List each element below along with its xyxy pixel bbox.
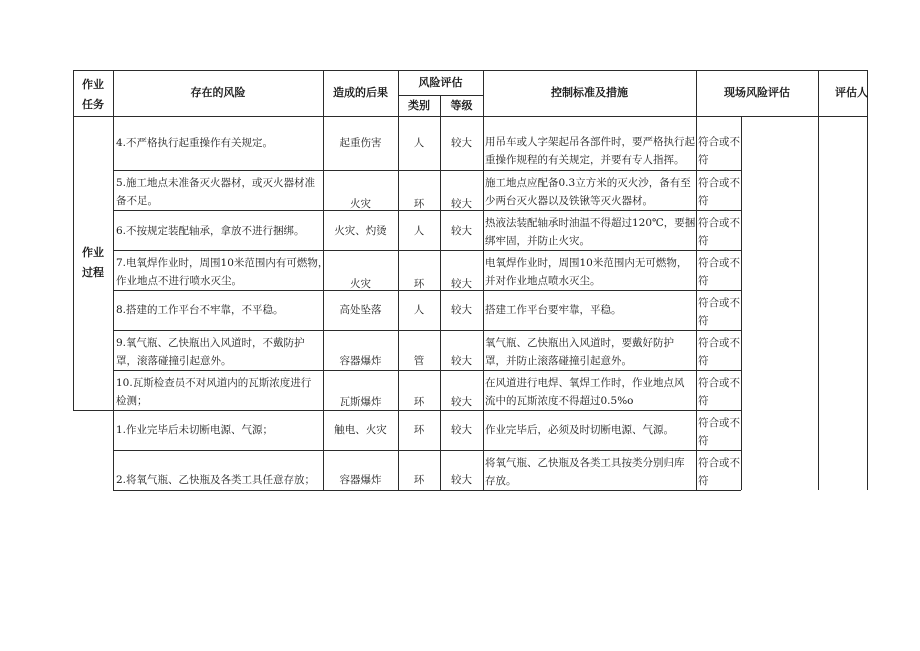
row-category: 人 bbox=[413, 304, 425, 316]
row-risk-line1: 10.瓦斯检查员不对风道内的瓦斯浓度进行 bbox=[116, 377, 312, 389]
row-site-line2: 符 bbox=[698, 154, 709, 166]
row-site-line2: 符 bbox=[698, 435, 709, 447]
row-consequence: 起重伤害 bbox=[339, 137, 382, 149]
row-site-line1: 符合或不 bbox=[698, 177, 740, 189]
row-category: 环 bbox=[413, 424, 425, 436]
row-site-line2: 符 bbox=[698, 355, 709, 367]
header-task-line2: 任务 bbox=[82, 98, 104, 111]
row-category: 人 bbox=[413, 225, 425, 237]
row-site-line2: 符 bbox=[698, 475, 709, 487]
header-assessment: 风险评估 bbox=[418, 76, 463, 89]
row-category: 环 bbox=[413, 278, 425, 290]
row-consequence: 火灾 bbox=[350, 198, 371, 210]
row-site-line1: 符合或不 bbox=[698, 417, 740, 429]
row-consequence: 容器爆炸 bbox=[339, 474, 382, 486]
row-consequence: 触电、火灾 bbox=[334, 424, 387, 436]
row-consequence: 高处坠落 bbox=[339, 304, 382, 316]
row-site-line1: 符合或不 bbox=[698, 217, 740, 229]
row-grade: 较大 bbox=[451, 355, 472, 367]
row-site-line2: 符 bbox=[698, 315, 709, 327]
row-control-line2: 罩，并防止滚落碰撞引起意外。 bbox=[485, 355, 632, 367]
row-control-line1: 搭建工作平台要牢靠，平稳。 bbox=[485, 304, 622, 316]
row-control-line1: 用吊车或人字架起吊各部件时，要严格执行起 bbox=[485, 136, 695, 148]
row-rule bbox=[113, 330, 741, 331]
row-risk-line1: 6.不按规定装配轴承，拿放不进行捆绑。 bbox=[116, 225, 305, 237]
row-control-line1: 热液法装配轴承时油温不得超过120℃，要捆 bbox=[485, 217, 696, 229]
row-site-line2: 符 bbox=[698, 195, 709, 207]
header-category: 类别 bbox=[408, 99, 430, 112]
row-risk-line2: 检测； bbox=[116, 395, 148, 407]
row-risk-line1: 7.电氧焊作业时，周围10米范围内有可燃物， bbox=[116, 257, 329, 269]
section-label-line1: 作业 bbox=[82, 246, 104, 259]
row-consequence: 容器爆炸 bbox=[339, 355, 382, 367]
header-site-eval: 现场风险评估 bbox=[724, 86, 790, 99]
col-rule bbox=[113, 70, 114, 490]
row-grade: 较大 bbox=[451, 198, 472, 210]
row-risk-line1: 1.作业完毕后未切断电源、气源； bbox=[116, 424, 274, 436]
row-grade: 较大 bbox=[451, 225, 472, 237]
row-control-line1: 在风道进行电焊、氧焊工作时，作业地点风 bbox=[485, 377, 685, 389]
header-consequence: 造成的后果 bbox=[333, 86, 388, 99]
table-bottom-rule bbox=[113, 490, 741, 491]
row-risk-line2: 罩，滚落碰撞引起意外。 bbox=[116, 355, 232, 367]
row-grade: 较大 bbox=[451, 424, 472, 436]
row-risk-line1: 8.搭建的工作平台不牢靠，不平稳。 bbox=[116, 304, 284, 316]
row-grade: 较大 bbox=[451, 137, 472, 149]
col-rule bbox=[696, 70, 697, 490]
section-label-line2: 过程 bbox=[82, 266, 104, 279]
row-category: 人 bbox=[413, 137, 425, 149]
row-site-line2: 符 bbox=[698, 275, 709, 287]
row-grade: 较大 bbox=[451, 396, 472, 408]
row-category: 管 bbox=[413, 355, 425, 367]
table-right-border bbox=[867, 70, 868, 490]
row-risk-line1: 4.不严格执行起重操作有关规定。 bbox=[116, 137, 274, 149]
row-consequence: 火灾、灼烫 bbox=[334, 225, 387, 237]
row-site-line1: 符合或不 bbox=[698, 457, 740, 469]
row-control-line1: 将氧气瓶、乙快瓶及各类工具按类分别归库 bbox=[485, 457, 685, 469]
row-site-line1: 符合或不 bbox=[698, 337, 740, 349]
row-control-line1: 施工地点应配备0.3立方米的灭火沙，备有至 bbox=[485, 177, 691, 189]
row-category: 环 bbox=[413, 396, 425, 408]
row-consequence: 瓦斯爆炸 bbox=[339, 396, 382, 408]
table-top-border bbox=[73, 70, 868, 71]
header-control: 控制标准及措施 bbox=[551, 86, 628, 99]
row-control-line2: 并对作业地点喷水灭尘。 bbox=[485, 275, 601, 287]
row-control-line2: 流中的瓦斯浓度不得超过0.5%o bbox=[485, 395, 634, 407]
row-risk-line1: 2.将氧气瓶、乙快瓶及各类工具任意存放； bbox=[116, 474, 316, 486]
row-control-line2: 重操作规程的有关规定，并要有专人指挥。 bbox=[485, 154, 685, 166]
row-risk-line2: 作业地点不进行喷水灭尘。 bbox=[116, 275, 242, 287]
header-task-line1: 作业 bbox=[82, 78, 104, 91]
row-rule bbox=[113, 450, 741, 451]
row-control-line2: 少两台灭火器以及铁锹等灭火器材。 bbox=[485, 195, 653, 207]
row-site-line1: 符合或不 bbox=[698, 136, 740, 148]
row-control-line2: 绑牢固，并防止火灾。 bbox=[485, 235, 590, 247]
row-rule bbox=[113, 250, 741, 251]
header-evaluator: 评估人 bbox=[835, 86, 868, 99]
row-category: 环 bbox=[413, 198, 425, 210]
col-rule bbox=[818, 70, 819, 490]
row-grade: 较大 bbox=[451, 474, 472, 486]
row-site-line1: 符合或不 bbox=[698, 297, 740, 309]
row-rule bbox=[113, 370, 741, 371]
row-grade: 较大 bbox=[451, 278, 472, 290]
header-risk: 存在的风险 bbox=[190, 86, 246, 99]
col-rule bbox=[741, 116, 742, 490]
row-control-line1: 作业完毕后，必须及时切断电源、气源。 bbox=[485, 424, 674, 436]
row-control-line2: 存放。 bbox=[485, 475, 517, 487]
row-category: 环 bbox=[413, 474, 425, 486]
row-rule bbox=[113, 170, 741, 171]
table-left-border bbox=[73, 70, 74, 410]
col-rule bbox=[483, 70, 484, 490]
row-grade: 较大 bbox=[451, 304, 472, 316]
row-risk-line1: 9.氧气瓶、乙快瓶出入风道时，不戴防护 bbox=[116, 337, 305, 349]
row-site-line1: 符合或不 bbox=[698, 377, 740, 389]
row-consequence: 火灾 bbox=[350, 278, 371, 290]
row-control-line1: 氧气瓶、乙快瓶出入风道时，要戴好防护 bbox=[485, 337, 674, 349]
row-site-line1: 符合或不 bbox=[698, 257, 740, 269]
row-site-line2: 符 bbox=[698, 235, 709, 247]
row-risk-line2: 备不足。 bbox=[116, 195, 158, 207]
row-control-line1: 电氧焊作业时，周围10米范围内无可燃物， bbox=[485, 257, 688, 269]
row-site-line2: 符 bbox=[698, 395, 709, 407]
header-bottom-rule bbox=[73, 116, 868, 117]
header-grade: 等级 bbox=[450, 99, 473, 112]
row-risk-line1: 5.施工地点未准备灭火器材，或灭火器材准 bbox=[116, 177, 316, 189]
